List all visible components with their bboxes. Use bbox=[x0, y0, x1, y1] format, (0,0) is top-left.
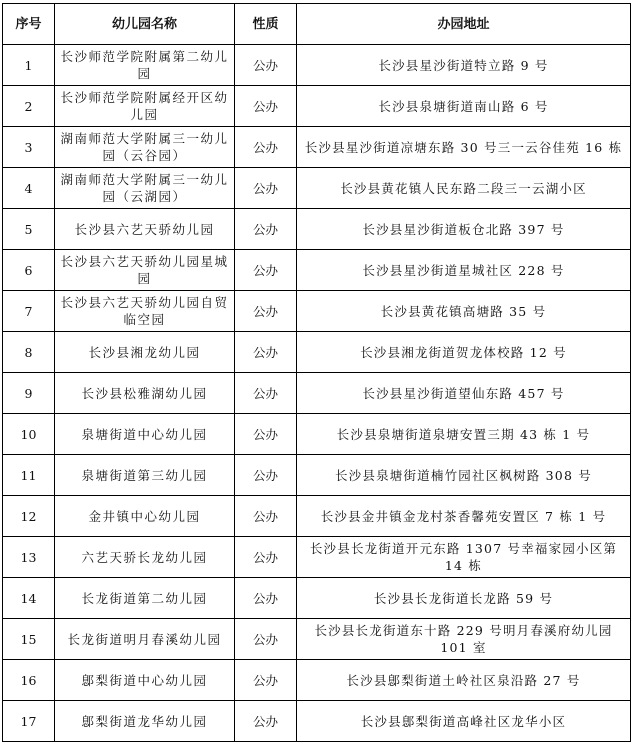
table-row bbox=[3, 455, 631, 496]
seq-cell: 13 bbox=[3, 537, 55, 578]
address-cell: 长沙县湘龙街道贺龙体校路 12 号 bbox=[297, 332, 631, 373]
address-cell: 长沙县长龙街道开元东路 1307 号幸福家园小区第 14 栋 bbox=[297, 537, 631, 578]
header-type: 性质 bbox=[235, 4, 297, 45]
address-cell: 长沙县星沙街道望仙东路 457 号 bbox=[297, 373, 631, 414]
type-cell: 公办 bbox=[235, 701, 297, 742]
type-cell: 公办 bbox=[235, 127, 297, 168]
seq-cell: 10 bbox=[3, 414, 55, 455]
type-cell: 公办 bbox=[235, 168, 297, 209]
kindergarten-name-cell: 湖南师范大学附属三一幼儿园（云谷园） bbox=[55, 127, 235, 168]
table-row bbox=[3, 537, 631, 578]
table-row bbox=[3, 127, 631, 168]
kindergarten-name-cell: 长沙师范学院附属经开区幼儿园 bbox=[55, 86, 235, 127]
kindergarten-name-cell: 长沙县湘龙幼儿园 bbox=[55, 332, 235, 373]
type-cell: 公办 bbox=[235, 660, 297, 701]
address-cell: 长沙县黄花镇人民东路二段三一云湖小区 bbox=[297, 168, 631, 209]
type-cell: 公办 bbox=[235, 45, 297, 86]
header-address: 办园地址 bbox=[297, 4, 631, 45]
table-body bbox=[3, 45, 631, 742]
type-cell: 公办 bbox=[235, 209, 297, 250]
address-cell: 长沙县鄎梨街道土岭社区泉沿路 27 号 bbox=[297, 660, 631, 701]
table-row bbox=[3, 619, 631, 660]
seq-cell: 8 bbox=[3, 332, 55, 373]
kindergarten-table bbox=[2, 3, 631, 742]
kindergarten-name-cell: 长沙县六艺天骄幼儿园星城园 bbox=[55, 250, 235, 291]
header-seq: 序号 bbox=[3, 4, 55, 45]
header-name: 幼儿园名称 bbox=[55, 4, 235, 45]
address-cell: 长沙县长龙街道长龙路 59 号 bbox=[297, 578, 631, 619]
address-cell: 长沙县鄎梨街道高峰社区龙华小区 bbox=[297, 701, 631, 742]
address-cell: 长沙县黄花镇高塘路 35 号 bbox=[297, 291, 631, 332]
table-row bbox=[3, 291, 631, 332]
table-row bbox=[3, 332, 631, 373]
address-cell: 长沙县泉塘街道楠竹园社区枫树路 308 号 bbox=[297, 455, 631, 496]
type-cell: 公办 bbox=[235, 373, 297, 414]
kindergarten-name-cell: 长龙街道明月春溪幼儿园 bbox=[55, 619, 235, 660]
address-cell: 长沙县金井镇金龙村茶香馨苑安置区 7 栋 1 号 bbox=[297, 496, 631, 537]
kindergarten-name-cell: 泉塘街道中心幼儿园 bbox=[55, 414, 235, 455]
kindergarten-name-cell: 长沙县松雅湖幼儿园 bbox=[55, 373, 235, 414]
table-row bbox=[3, 578, 631, 619]
address-cell: 长沙县星沙街道板仓北路 397 号 bbox=[297, 209, 631, 250]
type-cell: 公办 bbox=[235, 414, 297, 455]
table-row bbox=[3, 209, 631, 250]
seq-cell: 17 bbox=[3, 701, 55, 742]
seq-cell: 6 bbox=[3, 250, 55, 291]
kindergarten-name-cell: 鄎梨街道龙华幼儿园 bbox=[55, 701, 235, 742]
type-cell: 公办 bbox=[235, 619, 297, 660]
address-cell: 长沙县星沙街道特立路 9 号 bbox=[297, 45, 631, 86]
address-cell: 长沙县泉塘街道泉塘安置三期 43 栋 1 号 bbox=[297, 414, 631, 455]
table-row bbox=[3, 373, 631, 414]
type-cell: 公办 bbox=[235, 86, 297, 127]
seq-cell: 4 bbox=[3, 168, 55, 209]
table-row bbox=[3, 250, 631, 291]
seq-cell: 2 bbox=[3, 86, 55, 127]
kindergarten-name-cell: 长沙师范学院附属第二幼儿园 bbox=[55, 45, 235, 86]
type-cell: 公办 bbox=[235, 332, 297, 373]
type-cell: 公办 bbox=[235, 291, 297, 332]
type-cell: 公办 bbox=[235, 455, 297, 496]
type-cell: 公办 bbox=[235, 250, 297, 291]
seq-cell: 1 bbox=[3, 45, 55, 86]
type-cell: 公办 bbox=[235, 537, 297, 578]
seq-cell: 16 bbox=[3, 660, 55, 701]
address-cell: 长沙县长龙街道东十路 229 号明月春溪府幼儿园 101 室 bbox=[297, 619, 631, 660]
seq-cell: 3 bbox=[3, 127, 55, 168]
address-cell: 长沙县泉塘街道南山路 6 号 bbox=[297, 86, 631, 127]
kindergarten-name-cell: 长沙县六艺天骄幼儿园自贸临空园 bbox=[55, 291, 235, 332]
table-row bbox=[3, 168, 631, 209]
kindergarten-name-cell: 长龙街道第二幼儿园 bbox=[55, 578, 235, 619]
table-row bbox=[3, 660, 631, 701]
table-row bbox=[3, 45, 631, 86]
address-cell: 长沙县星沙街道凉塘东路 30 号三一云谷佳苑 16 栋 bbox=[297, 127, 631, 168]
seq-cell: 9 bbox=[3, 373, 55, 414]
type-cell: 公办 bbox=[235, 496, 297, 537]
table-row bbox=[3, 414, 631, 455]
seq-cell: 15 bbox=[3, 619, 55, 660]
seq-cell: 7 bbox=[3, 291, 55, 332]
type-cell: 公办 bbox=[235, 578, 297, 619]
table-row bbox=[3, 496, 631, 537]
table-header-row bbox=[3, 4, 631, 45]
table-row bbox=[3, 86, 631, 127]
seq-cell: 14 bbox=[3, 578, 55, 619]
seq-cell: 11 bbox=[3, 455, 55, 496]
kindergarten-name-cell: 湖南师范大学附属三一幼儿园（云湖园） bbox=[55, 168, 235, 209]
kindergarten-name-cell: 鄎梨街道中心幼儿园 bbox=[55, 660, 235, 701]
table-row bbox=[3, 701, 631, 742]
kindergarten-name-cell: 金井镇中心幼儿园 bbox=[55, 496, 235, 537]
kindergarten-name-cell: 六艺天骄长龙幼儿园 bbox=[55, 537, 235, 578]
address-cell: 长沙县星沙街道星城社区 228 号 bbox=[297, 250, 631, 291]
kindergarten-name-cell: 泉塘街道第三幼儿园 bbox=[55, 455, 235, 496]
kindergarten-name-cell: 长沙县六艺天骄幼儿园 bbox=[55, 209, 235, 250]
seq-cell: 5 bbox=[3, 209, 55, 250]
seq-cell: 12 bbox=[3, 496, 55, 537]
